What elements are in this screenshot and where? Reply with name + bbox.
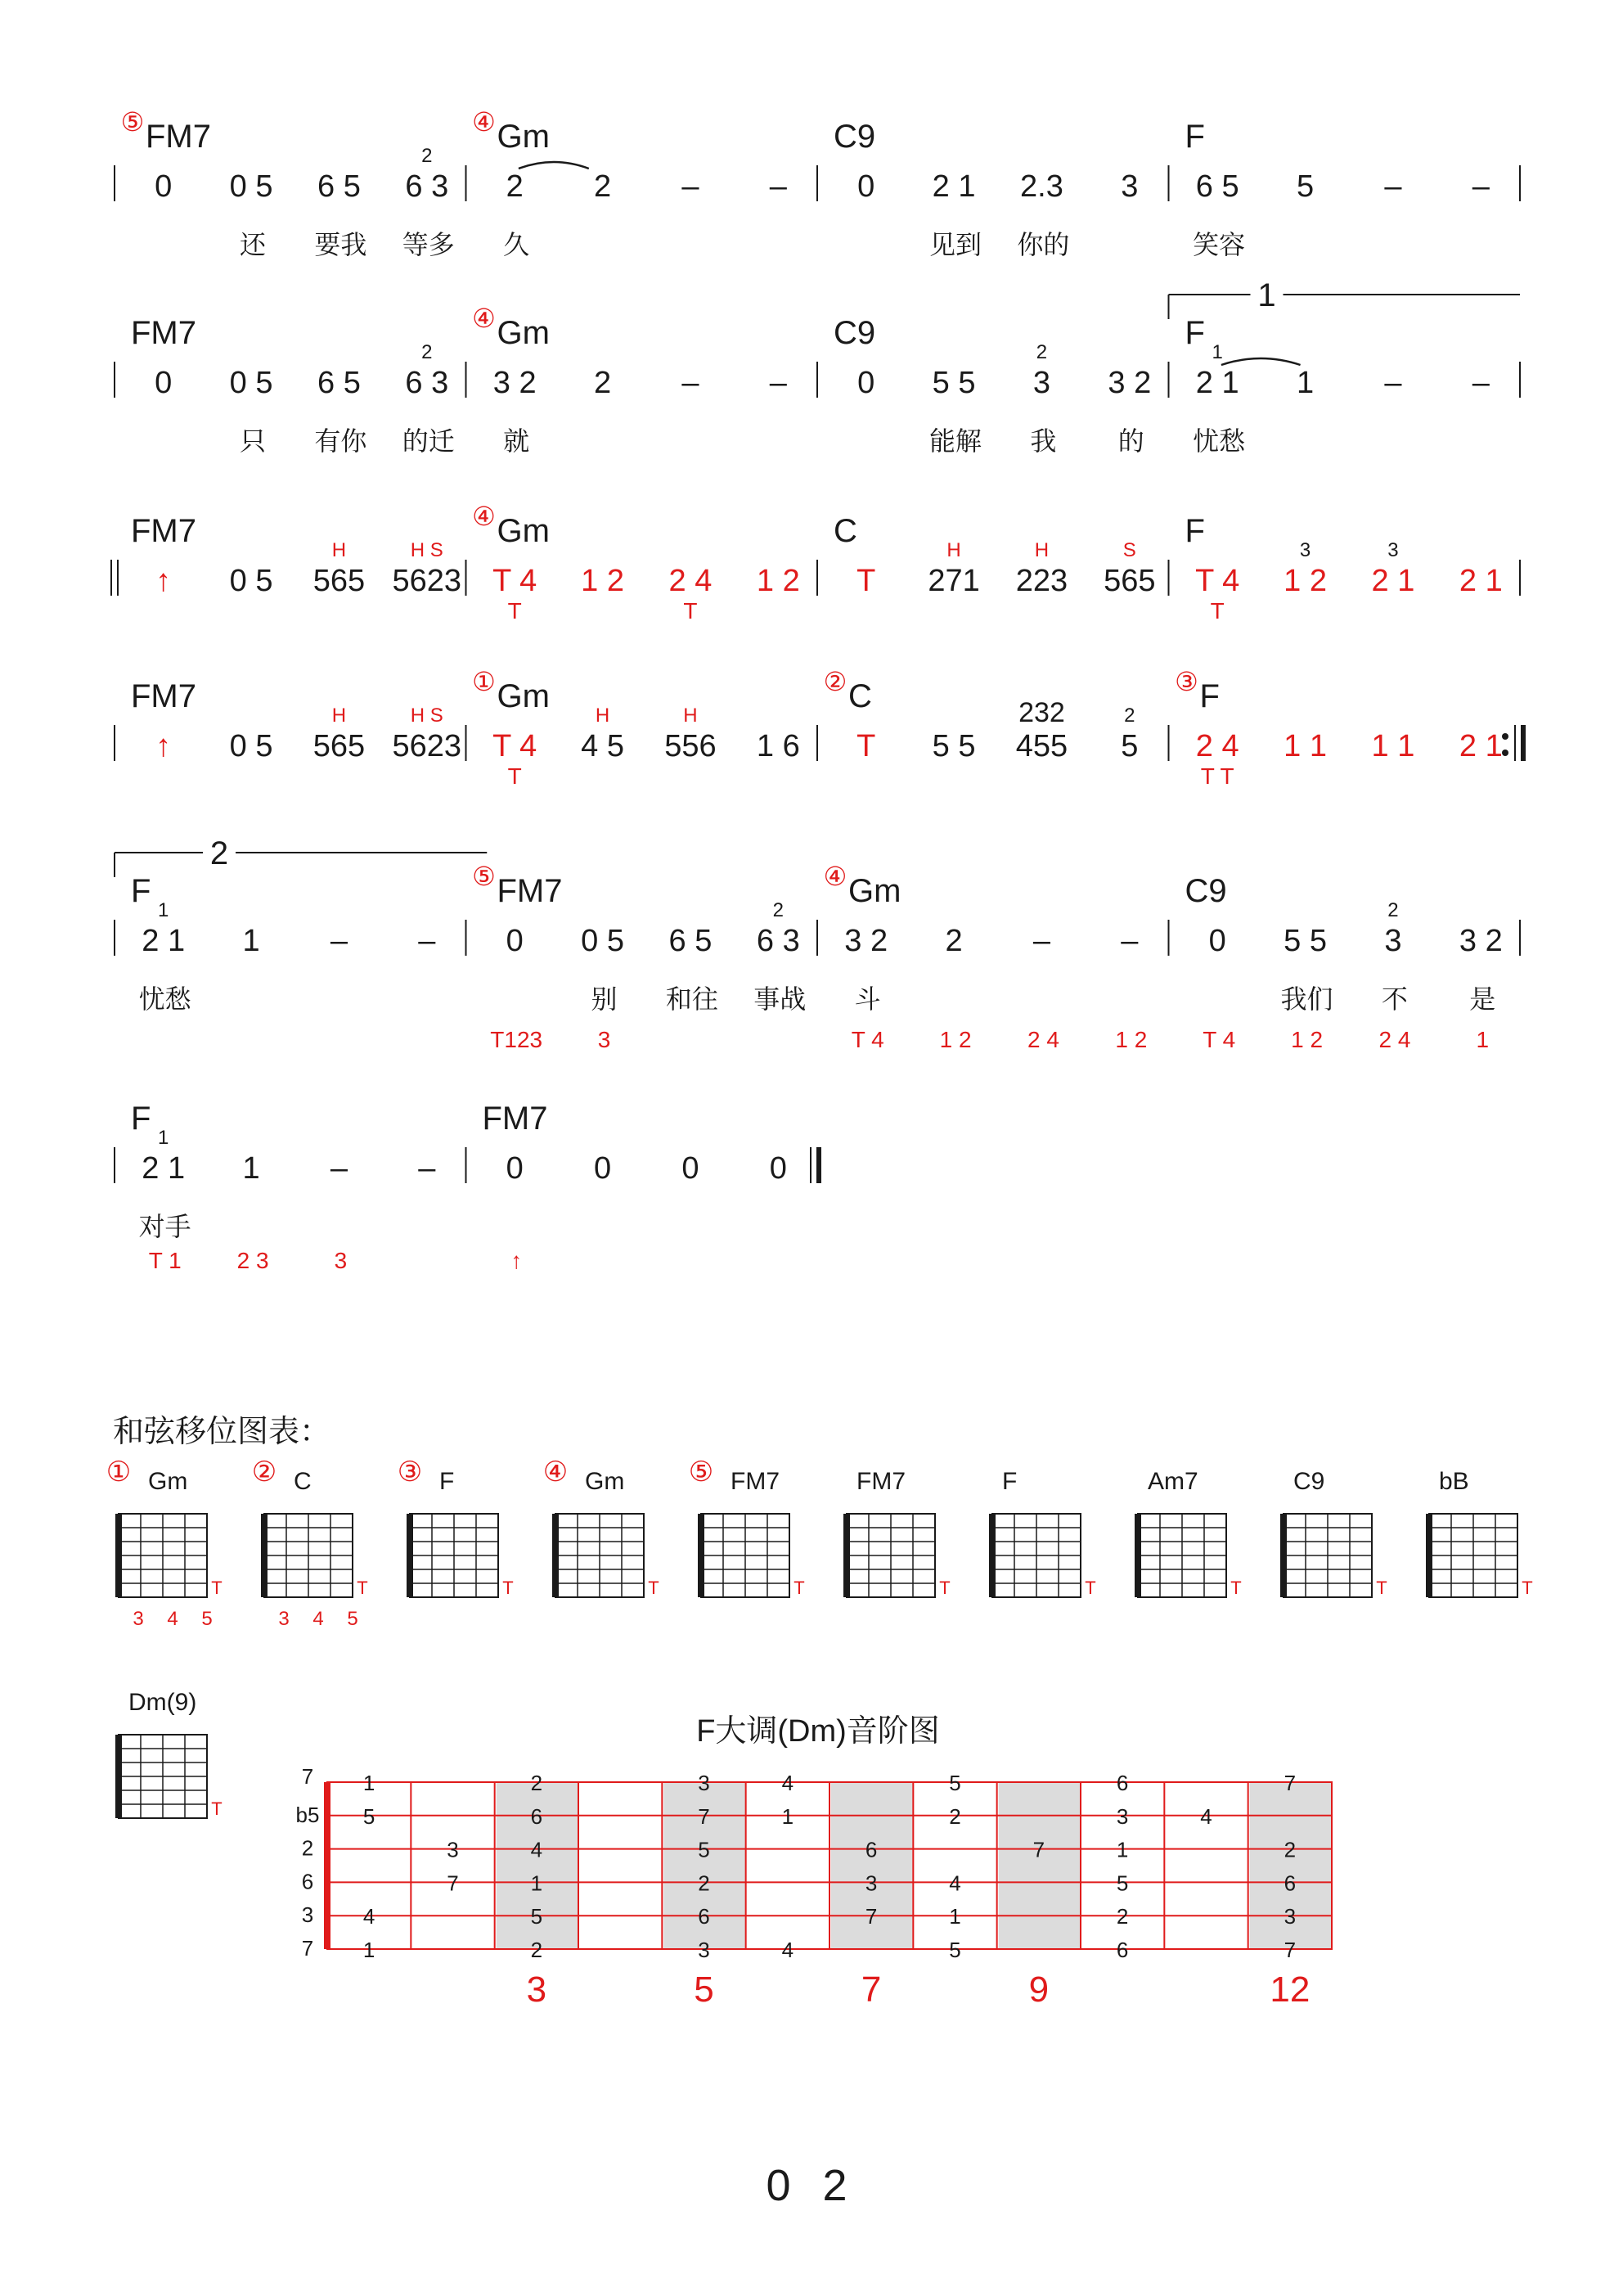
string-label: 7	[301, 1936, 314, 1961]
note: 0	[681, 1151, 699, 1186]
note: 0	[506, 1151, 524, 1186]
chord-diagram-circle: ②	[251, 1456, 277, 1488]
chord-name: FM7	[497, 873, 563, 909]
note: ↑	[155, 564, 172, 598]
tab-note: 3	[597, 1027, 611, 1052]
scale-note: 3	[698, 1938, 710, 1962]
lyric: 笑容	[1193, 230, 1246, 259]
scale-note: 7	[698, 1803, 710, 1829]
note: 0	[593, 1151, 612, 1186]
note-mark: 1	[158, 1127, 169, 1149]
chord-diagram-name: Dm(9)	[128, 1689, 197, 1716]
note: 0 5	[229, 169, 273, 204]
note: 3	[1384, 924, 1402, 958]
chord-diagram-name: bB	[1439, 1468, 1469, 1495]
note: –	[1121, 924, 1139, 958]
note: 6 5	[668, 924, 713, 958]
note: –	[769, 169, 787, 204]
note: 2 4	[1195, 729, 1239, 763]
note: 1	[242, 1151, 260, 1186]
note: 0 5	[229, 366, 273, 400]
note: T 4	[1195, 564, 1240, 598]
tab-note: 1 2	[1291, 1027, 1324, 1052]
note-mark: T	[683, 598, 698, 624]
note: 2	[506, 169, 524, 204]
chord-diagram-circle: ①	[106, 1456, 132, 1488]
thumb-mark: T	[648, 1578, 659, 1598]
scale-note: 6	[530, 1803, 543, 1829]
note: 2	[593, 366, 612, 400]
note: 2 1	[142, 1151, 186, 1186]
note: T 4	[492, 564, 537, 598]
note-mark: 1	[1212, 341, 1223, 363]
lyric: 忧愁	[138, 984, 191, 1014]
lyric: 见到	[929, 230, 982, 259]
chord-name: Gm	[848, 873, 901, 909]
note: 6 5	[317, 169, 361, 204]
note: 5623	[392, 729, 462, 763]
scale-note: 5	[949, 1938, 961, 1962]
note: 5	[1121, 729, 1139, 763]
scale-note: 3	[1116, 1803, 1129, 1829]
note: 1 6	[756, 729, 800, 763]
thumb-mark: T	[357, 1578, 368, 1598]
thumb-mark: T	[939, 1578, 951, 1598]
scale-note: 2	[1116, 1904, 1129, 1929]
scale-note: 6	[1284, 1871, 1297, 1896]
note: 223	[1015, 564, 1068, 598]
chord-diagram-name: Am7	[1148, 1468, 1198, 1495]
lyric: 有你	[314, 426, 367, 456]
scale-note: 4	[362, 1904, 375, 1929]
chord-name: C	[834, 513, 857, 549]
thumb-mark: T	[1085, 1578, 1096, 1598]
chord-circle-number: ④	[823, 862, 847, 891]
scale-note: 7	[865, 1904, 878, 1929]
tab-note: T123	[490, 1027, 543, 1052]
note: 3 2	[1459, 924, 1503, 958]
chord-diagram-name: FM7	[856, 1468, 906, 1495]
note: 1 1	[1371, 729, 1415, 763]
chord-circle-number: ⑤	[472, 862, 496, 891]
scale-note: 5	[362, 1803, 375, 1829]
note: 3	[1032, 366, 1051, 400]
note: 0	[857, 169, 875, 204]
scale-note: 3	[447, 1837, 459, 1862]
note-mark: 2	[772, 899, 784, 921]
note: 1	[242, 924, 260, 958]
chord-diagram-name: C9	[1293, 1468, 1325, 1495]
note: 2	[945, 924, 963, 958]
thumb-mark: T	[1522, 1578, 1533, 1598]
thumb-mark: T	[1230, 1578, 1242, 1598]
scale-note: 2	[530, 1771, 543, 1795]
chord-circle-number: ⑤	[120, 107, 145, 137]
scale-note: 6	[865, 1837, 878, 1862]
note: 6 3	[756, 924, 800, 958]
note: 1 2	[756, 564, 800, 598]
chord-name: C9	[834, 119, 876, 155]
note: 2 1	[1459, 564, 1503, 598]
chord-name: FM7	[131, 513, 196, 549]
note: –	[1472, 366, 1490, 400]
note-mark: 1	[158, 899, 169, 921]
scale-note: 1	[362, 1771, 375, 1795]
note-mark: H	[683, 705, 698, 727]
lyric: 我	[1030, 426, 1057, 456]
chord-diagram-name: Gm	[148, 1468, 188, 1495]
scale-note: 4	[781, 1938, 794, 1962]
note: 0	[506, 924, 524, 958]
lyric: 别	[591, 984, 618, 1014]
note-mark: 232	[1018, 697, 1065, 728]
note: 3 2	[492, 366, 537, 400]
note: 3	[1121, 169, 1139, 204]
scale-note: 3	[698, 1771, 710, 1795]
note: 0 5	[581, 924, 624, 958]
chord-name: F	[1199, 678, 1220, 714]
note: T	[856, 729, 876, 763]
scale-note: 7	[1284, 1938, 1297, 1962]
lyric: 要我	[314, 230, 367, 259]
note-mark: 2	[421, 341, 433, 363]
note: 0	[1208, 924, 1226, 958]
fret-number: 4	[167, 1608, 178, 1630]
tie	[1221, 358, 1301, 365]
thumb-mark: T	[794, 1578, 805, 1598]
note-mark: S	[1122, 539, 1136, 561]
scale-note: 7	[447, 1871, 459, 1896]
note: 2 1	[1459, 729, 1503, 763]
note: T	[856, 564, 876, 598]
note: 6 3	[405, 366, 449, 400]
note: 3 2	[844, 924, 888, 958]
lyric: 你的	[1017, 230, 1070, 259]
note: 455	[1015, 729, 1068, 763]
note: 4 5	[581, 729, 624, 763]
chord-circle-number: ③	[1175, 667, 1198, 696]
chord-name: Gm	[497, 678, 550, 714]
note: 2 1	[142, 924, 186, 958]
chord-diagram-circle: ⑤	[688, 1456, 714, 1488]
tab-note: ↑	[510, 1248, 523, 1273]
fret-number: 5	[201, 1608, 213, 1630]
note: 2 4	[668, 564, 713, 598]
note: 565	[312, 564, 366, 598]
scale-note: 3	[1284, 1904, 1297, 1929]
string-label: 3	[301, 1902, 314, 1928]
chord-diagram-name: F	[439, 1468, 455, 1495]
chord-name: FM7	[131, 678, 196, 714]
note: T 4	[492, 729, 537, 763]
lyric: 事战	[753, 984, 807, 1014]
chord-name: Gm	[497, 513, 550, 549]
scale-note: 2	[1284, 1837, 1297, 1862]
note: 2.3	[1020, 169, 1063, 204]
chord-name: C9	[834, 315, 876, 351]
note-mark: H	[331, 539, 347, 561]
note: 5 5	[932, 729, 976, 763]
chord-diagram-name: FM7	[731, 1468, 780, 1495]
note: 1 2	[1284, 564, 1327, 598]
scale-note: 6	[1116, 1771, 1129, 1795]
note-mark: 2	[421, 145, 433, 167]
scale-note: 2	[698, 1871, 710, 1896]
chord-circle-number: ④	[472, 107, 496, 137]
note-mark: H S	[410, 539, 443, 561]
note: –	[1032, 924, 1051, 958]
lyric: 忧愁	[1193, 426, 1246, 456]
chord-diagram-circle: ④	[542, 1456, 569, 1488]
lyric: 的	[1117, 426, 1144, 456]
note-mark: H S	[410, 705, 443, 727]
scale-note: 4	[1200, 1803, 1212, 1829]
fret-position-number: 12	[1270, 1970, 1311, 2010]
note: 0 5	[229, 729, 273, 763]
fret-number: 4	[312, 1608, 324, 1630]
note: 0	[857, 366, 875, 400]
note: 2	[593, 169, 612, 204]
chord-name: C9	[1185, 873, 1227, 909]
string-label: 6	[301, 1869, 314, 1894]
chord-circle-number: ④	[472, 502, 496, 531]
chord-name: F	[1185, 119, 1205, 155]
note: 1 1	[1284, 729, 1327, 763]
chord-name: C	[848, 678, 872, 714]
chord-table-title: 和弦移位图表：	[113, 1415, 331, 1449]
fret-position-number: 3	[526, 1970, 547, 2010]
chord-circle-number: ①	[472, 667, 496, 696]
note: –	[330, 924, 348, 958]
scale-note: 5	[1116, 1871, 1129, 1896]
lyric: 久	[503, 230, 530, 259]
fret-position-number: 5	[694, 1970, 714, 2010]
lyric: 只	[240, 426, 267, 456]
tab-note: T 4	[851, 1027, 884, 1052]
scale-note: 2	[949, 1803, 961, 1829]
scale-note: 7	[1032, 1837, 1045, 1862]
note: –	[418, 924, 436, 958]
note: –	[769, 366, 787, 400]
lyric: 就	[503, 426, 530, 456]
chord-circle-number: ④	[472, 304, 496, 333]
note: 5 5	[1284, 924, 1327, 958]
chord-name: F	[1185, 513, 1205, 549]
note: 0 5	[229, 564, 273, 598]
fret-shade	[999, 1782, 1081, 1949]
fret-number: 3	[133, 1608, 144, 1630]
note-mark: T	[507, 763, 522, 789]
scale-note: 5	[949, 1771, 961, 1795]
note: –	[1472, 169, 1490, 204]
note-mark: 2	[1387, 899, 1399, 921]
note: 2 1	[1195, 366, 1239, 400]
note: 6 5	[1195, 169, 1239, 204]
scale-chart-title: F大调(Dm)音阶图	[696, 1714, 940, 1749]
note: 1 2	[581, 564, 624, 598]
note: 565	[1104, 564, 1156, 598]
string-label: 7	[301, 1764, 314, 1789]
note: 0	[155, 169, 173, 204]
note-mark: H	[595, 705, 610, 727]
note: –	[1384, 366, 1402, 400]
scale-note: 5	[698, 1837, 710, 1862]
note: –	[681, 169, 699, 204]
note: 6 5	[317, 366, 361, 400]
note: 6 3	[405, 169, 449, 204]
scale-note: 4	[949, 1871, 961, 1896]
tab-note: 2 4	[1378, 1027, 1411, 1052]
chord-diagram-name: Gm	[585, 1468, 625, 1495]
tab-note: 1 2	[939, 1027, 972, 1052]
thumb-mark: T	[211, 1799, 223, 1819]
chord-name: Gm	[497, 119, 550, 155]
note: 271	[928, 564, 980, 598]
chord-circle-number: ②	[823, 667, 847, 696]
note: 2 1	[1371, 564, 1415, 598]
lyric: 斗	[854, 984, 881, 1014]
note: –	[330, 1151, 348, 1186]
chord-name: F	[131, 873, 151, 909]
thumb-mark: T	[1376, 1578, 1387, 1598]
page-number: 0 2	[766, 2161, 857, 2210]
lyric: 还	[240, 230, 267, 259]
lyric: 能解	[929, 426, 982, 456]
volta-label: 2	[209, 835, 229, 871]
note-mark: H	[331, 705, 347, 727]
note: –	[418, 1151, 436, 1186]
chord-name: Gm	[497, 315, 550, 351]
chord-name: F	[1185, 315, 1205, 351]
chord-diagram-name: F	[1002, 1468, 1018, 1495]
tab-note: 1 2	[1115, 1027, 1148, 1052]
fret-position-number: 9	[1028, 1970, 1050, 2010]
scale-note: 4	[530, 1837, 543, 1862]
tab-note: T 1	[148, 1248, 182, 1273]
note: –	[1384, 169, 1402, 204]
tab-note: 2 4	[1027, 1027, 1059, 1052]
string-label: b5	[295, 1802, 320, 1827]
string-label: 2	[301, 1835, 314, 1861]
chord-diagram-circle: ③	[397, 1456, 423, 1488]
note: 1	[1296, 366, 1315, 400]
lyric: 对手	[138, 1212, 191, 1241]
chord-name: FM7	[146, 119, 211, 155]
note: 556	[664, 729, 717, 763]
scale-note: 7	[1284, 1771, 1297, 1795]
scale-note: 1	[1116, 1837, 1129, 1862]
note: 565	[312, 729, 366, 763]
note-mark: 3	[1387, 539, 1399, 561]
lyric: 我们	[1280, 984, 1333, 1014]
scale-note: 6	[698, 1904, 710, 1929]
note: –	[681, 366, 699, 400]
tab-note: 2 3	[236, 1248, 269, 1273]
scale-note: 1	[781, 1803, 794, 1829]
lyric: 不	[1381, 984, 1408, 1014]
note-mark: T	[1210, 598, 1225, 624]
note: 0	[769, 1151, 787, 1186]
tab-note: 1	[1476, 1027, 1490, 1052]
scale-note: 4	[781, 1771, 794, 1795]
scale-note: 6	[1116, 1938, 1129, 1962]
note-mark: H	[946, 539, 961, 561]
chord-name: FM7	[131, 315, 196, 351]
thumb-mark: T	[211, 1578, 223, 1598]
scale-note: 2	[530, 1938, 543, 1962]
chord-diagram-name: C	[294, 1468, 312, 1495]
fret-number: 3	[278, 1608, 290, 1630]
lyric: 等多	[402, 230, 455, 259]
tie	[519, 162, 589, 169]
repeat-dot	[1502, 750, 1508, 756]
tab-note: 3	[334, 1248, 348, 1273]
note: 2 1	[932, 169, 976, 204]
volta-label: 1	[1257, 277, 1276, 313]
note-mark: T	[507, 598, 522, 624]
note: 5	[1296, 169, 1315, 204]
lyric: 的迁	[402, 426, 455, 456]
fret-position-number: 7	[861, 1970, 882, 2010]
note: 5 5	[932, 366, 976, 400]
note-mark: T T	[1200, 763, 1234, 789]
note-mark: H	[1034, 539, 1050, 561]
scale-note: 1	[362, 1938, 375, 1962]
lyric: 和往	[665, 984, 718, 1014]
note-mark: 3	[1299, 539, 1311, 561]
note: 3 2	[1108, 366, 1152, 400]
scale-note: 1	[530, 1871, 543, 1896]
thumb-mark: T	[502, 1578, 514, 1598]
scale-note: 3	[865, 1871, 878, 1896]
note: 0	[155, 366, 173, 400]
scale-note: 1	[949, 1904, 961, 1929]
fret-number: 5	[347, 1608, 358, 1630]
chord-name: F	[131, 1101, 151, 1137]
note: ↑	[155, 729, 172, 763]
note: 5623	[392, 564, 462, 598]
tab-note: T 4	[1203, 1027, 1236, 1052]
repeat-dot	[1502, 733, 1508, 740]
note-mark: 2	[1124, 705, 1135, 727]
scale-note: 5	[530, 1904, 543, 1929]
chord-name: FM7	[482, 1101, 548, 1137]
lyric: 是	[1469, 984, 1496, 1014]
note-mark: 2	[1036, 341, 1048, 363]
